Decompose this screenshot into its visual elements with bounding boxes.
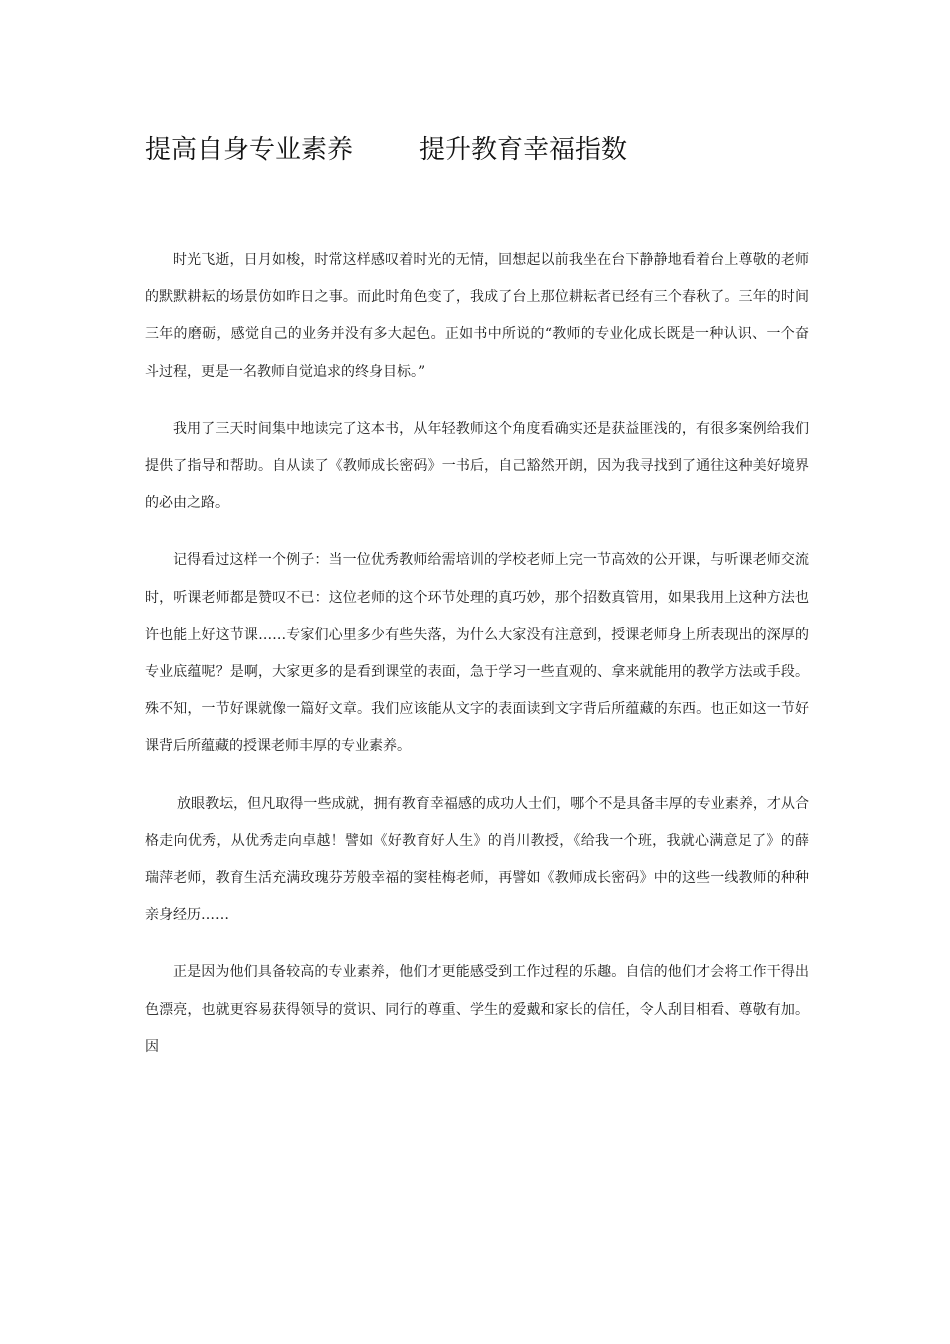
title-part-1: 提高自身专业素养	[145, 135, 354, 165]
document-title	[145, 130, 825, 170]
paragraph-2: 我用了三天时间集中地读完了这本书，从年轻教师这个角度看确实还是获益匪浅的，有很多案例给我们提供了指导和帮助。自从读了《教师成长密码》一书后，自己豁然开朗，因为我寻找到了通往这种美好境界的必由之路。	[145, 420, 809, 512]
paragraph-5: 正是因为他们具备较高的专业素养，他们才更能感受到工作过程的乐趣。自信的他们才会将工作干得出色漂亮，也就更容易获得领导的赏识、同行的尊重、学生的爱戴和家长的信任，令人刮目相看、尊敬有加。因	[145, 964, 809, 1055]
paragraph-4: 放眼教坛，但凡取得一些成就，拥有教育幸福感的成功人士们，哪个不是具备丰厚的专业素养，才从合格走向优秀，从优秀走向卓越！譬如《好教育好人生》的肖川教授，《给我一个班，我就心满意足了》的薛瑞萍老师，教育生活充满玫瑰芬芳般幸福的窦桂梅老师，再譬如《教师成长密码》中的这些一线教师的种种亲身经历……	[145, 795, 809, 924]
document-body	[145, 242, 809, 1086]
title-part-2: 提升教育幸福指数	[419, 135, 628, 165]
paragraph-1: 时光飞逝，日月如梭，时常这样感叹着时光的无情，回想起以前我坐在台下静静地看着台上尊敬的老师的默默耕耘的场景仿如昨日之事。而此时角色变了，我成了台上那位耕耘者已经有三个春秋了。三年的时间三年的磨砺，感觉自己的业务并没有多大起色。正如书中所说的“教师的专业化成长既是一种认识、一个奋斗过程，更是一名教师自觉追求的终身目标。”	[145, 252, 809, 380]
paragraph-3: 记得看过这样一个例子：当一位优秀教师给需培训的学校老师上完一节高效的公开课，与听课老师交流时，听课老师都是赞叹不已：这位老师的这个环节处理的真巧妙，那个招数真管用，如果我用上这种方法也许也能上好这节课……专家们心里多少有些失落，为什么大家没有注意到，授课老师身上所表现出的深厚的专业底蕴呢？是啊，大家更多的是看到课堂的表面，急于学习一些直观的、拿来就能用的教学方法或手段。殊不知，一节好课就像一篇好文章。我们应该能从文字的表面读到文字背后所蕴藏的东西。也正如这一节好课背后所蕴藏的授课老师丰厚的专业素养。	[145, 552, 809, 755]
